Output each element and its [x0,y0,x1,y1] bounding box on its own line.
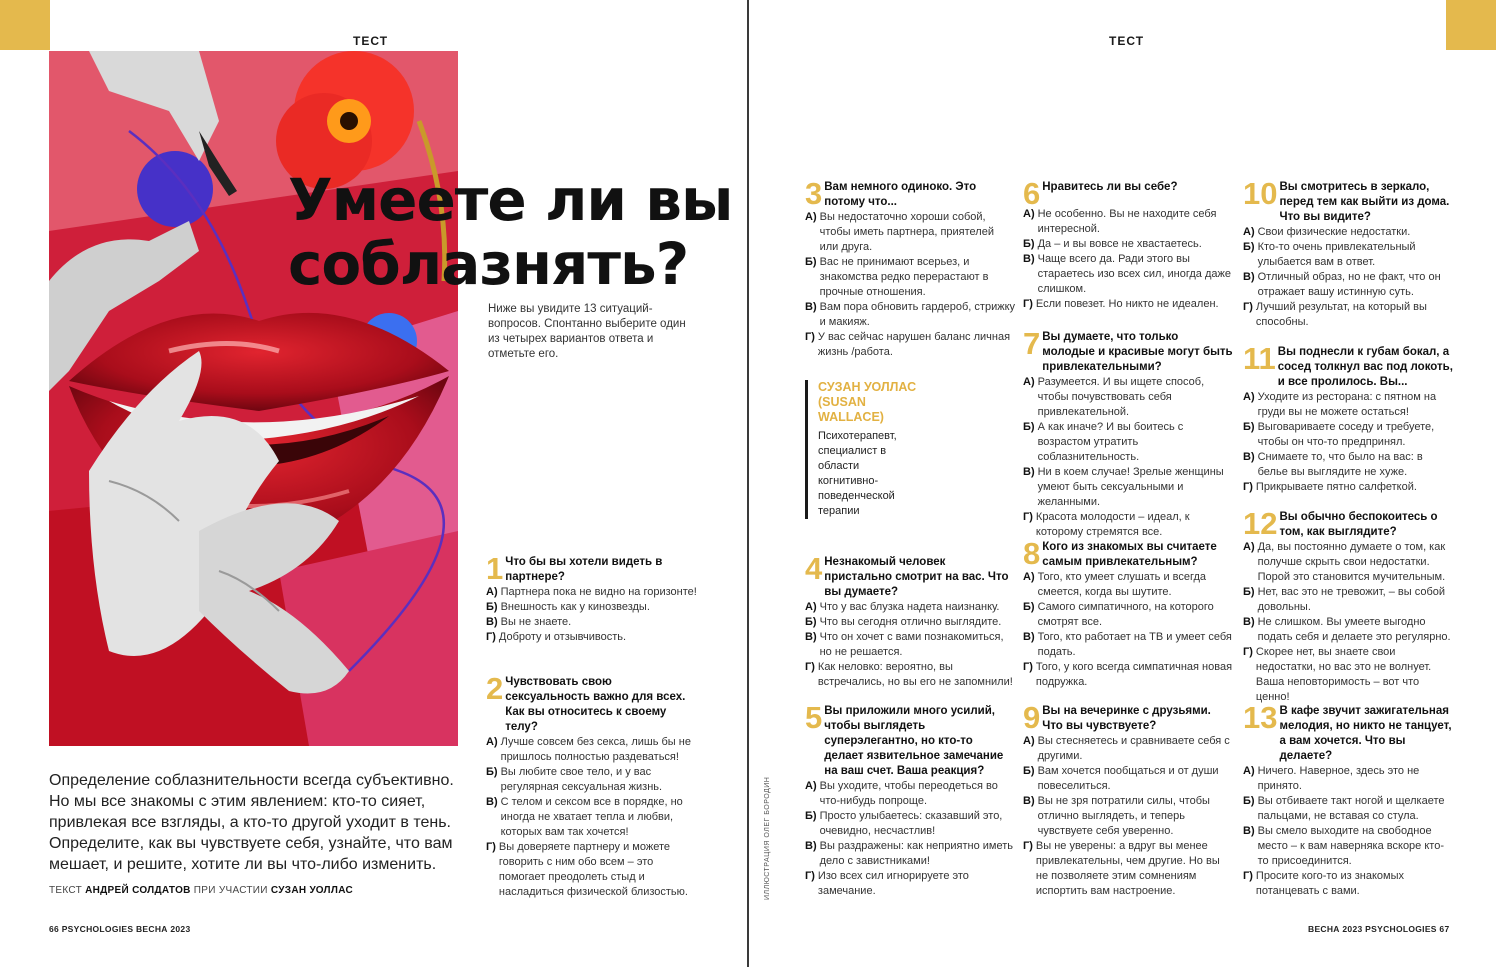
question-number: 10 [1243,176,1278,211]
question-5 [805,700,1015,899]
answer-letter: Г) [1023,661,1033,673]
answer-letter: Б) [805,616,817,628]
question-10 [1243,176,1453,330]
answer-text: Лучше совсем без секса, лишь бы не пришлось полностью раздеваться! [500,736,691,763]
answer-text: Внешность как у кинозвезды. [500,601,650,613]
answer-option [1243,540,1453,585]
answer-letter: Г) [1243,870,1253,882]
answer-letter: Б) [1023,238,1035,250]
question-number: 4 [805,551,823,586]
answer-letter: В) [1243,451,1255,463]
question-header [805,176,1015,211]
answer-letter: А) [805,601,817,613]
question-title: Что бы вы хотели видеть в партнере? [505,556,663,583]
question-3 [805,176,1016,360]
answer-option [486,615,698,630]
answer-option [1243,615,1453,645]
section-label-left: ТЕСТ [353,34,389,48]
answer-letter: А) [1243,541,1255,553]
answer-text: Да – и вы вовсе не хвастаетесь. [1037,238,1202,250]
question-header [805,551,1015,600]
folio-right: ВЕСНА 2023 PSYCHOLOGIES 67 [1308,924,1450,934]
answer-letter: Г) [1023,840,1033,852]
answer-option [1023,465,1233,510]
question-title: Вы обычно беспокоитесь о том, как выглядите? [1279,511,1438,538]
answer-option [1243,869,1453,899]
answer-letter: В) [1023,253,1035,265]
gold-corner-tab-left [0,0,50,50]
answer-text: Скорее нет, вы знаете свои недостатки, но вас это не волнует. Ваша неповторимость – вот что ценно! [1255,646,1432,703]
answer-option [805,779,1015,809]
lips-collage-image [49,51,458,746]
answer-letter: А) [1243,226,1255,238]
answer-option [805,869,1015,899]
answer-option [486,630,698,645]
question-number: 8 [1023,536,1041,571]
answer-option [1023,252,1233,297]
lead-paragraph: Определение соблазнительности всегда субъективно. Но мы все знакомы с этим явлением: кто-то сияет, привлекая все взгляды, а кто-то другой уходит в тень. Определите, как вы чувствуете себя, узнайте, что вам мешает, и решите, хотите ли вы что-либо изменить. [49,772,454,873]
answer-text: Вы доверяете партнеру и можете говорить с ним обо всем – это помогает преодолеть стыд и насладиться физической близостью. [498,841,688,898]
answer-text: Изо всех сил игнорируете это замечание. [817,870,969,897]
answer-option [486,795,698,840]
answer-option [1023,794,1233,839]
answer-text: Не слишком. Вы умеете выгодно подать себя и делаете это регулярно. [1257,616,1451,643]
question-header [1243,506,1453,541]
byline [49,885,353,896]
answer-text: Свои физические недостатки. [1257,226,1411,238]
answer-option [1243,585,1453,615]
answer-letter: А) [805,211,817,223]
answer-text: Вы смело выходите на свободное место – к вам наверняка вскоре кто-то присоединится. [1257,825,1444,867]
expert-box [805,380,920,519]
question-number: 11 [1243,341,1276,376]
question-number: 1 [486,551,504,586]
hero-illustration [49,51,458,746]
answer-letter: Б) [805,810,817,822]
question-title: Вы на вечеринке с друзьями. Что вы чувствуете? [1042,705,1211,732]
answer-text: Вам хочется пообщаться и от души повеселиться. [1037,765,1219,792]
question-11 [1243,341,1453,495]
answer-letter: Г) [805,661,815,673]
answer-option [1023,420,1233,465]
answer-option [805,839,1015,869]
answer-text: Ни в коем случае! Зрелые женщины умеют быть сексуальными и желанными. [1037,466,1224,508]
answer-option [486,735,698,765]
question-number: 6 [1023,176,1041,211]
answer-text: Отличный образ, но не факт, что он отражает вашу истинную суть. [1257,271,1441,298]
answer-text: Того, у кого всегда симпатичная новая подружка. [1035,661,1233,688]
answer-text: Вы не уверены: а вдруг вы менее привлекательны, чем другие. Но вы не позволяете этим сомнениям испортить вам настроение. [1035,840,1220,897]
answer-letter: Б) [486,601,498,613]
answer-option [1243,794,1453,824]
expert-name: СУЗАН УОЛЛАС (SUSAN WALLACE) [818,380,917,424]
answer-letter: В) [805,301,817,313]
answer-text: Не особенно. Вы не находите себя интересной. [1037,208,1217,235]
answer-text: Красота молодости – идеал, к которому стремятся все. [1035,511,1190,538]
answer-option [1023,764,1233,794]
answer-text: Самого симпатичного, на которого смотрят все. [1037,601,1214,628]
answer-letter: Г) [1023,298,1033,310]
question-header [1243,176,1453,225]
answer-letter: Б) [1023,601,1035,613]
answer-text: Прикрываете пятно салфеткой. [1255,481,1417,493]
answer-text: Уходите из ресторана: с пятном на груди вы не можете остаться! [1257,391,1437,418]
answer-option [1243,240,1453,270]
answer-text: Вас не принимают всерьез, и знакомства редко перерастают в прочные отношения. [819,256,989,298]
question-header [1243,700,1453,764]
answer-text: Вам пора обновить гардероб, стрижку и макияж. [819,301,1016,328]
answer-letter: Г) [805,331,815,343]
answer-letter: В) [1243,616,1255,628]
answer-option [1023,510,1233,540]
answer-letter: Б) [1243,421,1255,433]
answer-option [1023,630,1233,660]
question-header [1243,341,1453,390]
byline-with-label: ПРИ УЧАСТИИ [193,885,268,896]
answer-text: Лучший результат, на который вы способны. [1255,301,1427,328]
question-title: Вы смотритесь в зеркало, перед тем как выйти из дома. Что вы видите? [1279,181,1450,223]
question-number: 2 [486,671,504,706]
answer-letter: Г) [486,841,496,853]
answer-option [1023,237,1233,252]
answer-letter: В) [1243,825,1255,837]
answer-letter: А) [1023,571,1035,583]
question-13 [1243,700,1453,899]
answer-option [1023,375,1233,420]
question-2 [486,671,698,900]
answer-text: Снимаете то, что было на вас: в белье вы выглядите не хуже. [1257,451,1423,478]
question-title: Незнакомый человек пристально смотрит на вас. Что вы думаете? [824,556,1009,598]
answer-text: Вы не знаете. [500,616,572,628]
question-number: 5 [805,700,823,735]
answer-option [1023,297,1233,312]
question-1 [486,551,698,645]
answer-option [1023,734,1233,764]
question-header [1023,536,1233,571]
answer-letter: В) [805,840,817,852]
answer-option [1023,207,1233,237]
headline [288,168,732,296]
question-7 [1023,326,1233,540]
answer-option [1023,839,1233,899]
question-title: В кафе звучит зажигательная мелодия, но никто не танцует, а вам хочется. Что вы делаете? [1279,705,1452,762]
answer-letter: Г) [1023,511,1033,523]
answer-text: Вы любите свое тело, и у вас регулярная сексуальная жизнь. [500,766,663,793]
answer-text: Что вы сегодня отлично выглядите. [819,616,1002,628]
answer-text: А как иначе? И вы боитесь с возрастом утратить соблазнительность. [1037,421,1184,463]
answer-letter: А) [486,736,498,748]
answer-option [805,600,1015,615]
intro-text: Ниже вы увидите 13 ситуаций-вопросов. Спонтанно выберите один из четырех вариантов ответа и отметьте его. [488,303,686,360]
answer-text: Что он хочет с вами познакомиться, но не решается. [819,631,1004,658]
answer-option [805,210,1015,255]
answer-option [1243,480,1453,495]
question-header [486,671,698,735]
answer-text: Как неловко: вероятно, вы встречались, но вы его не запомнили! [817,661,1013,688]
answer-letter: А) [805,780,817,792]
byline-coauthor: СУЗАН УОЛЛАС [270,885,353,896]
answer-option [805,300,1015,330]
answer-text: Выговариваете соседу и требуете, чтобы он что-то предпринял. [1257,421,1435,448]
question-number: 12 [1243,506,1278,541]
answer-letter: Б) [805,256,817,268]
expert-description: Психотерапевт, специалист в области когнитивно-поведенческой терапии [818,430,897,517]
headline-line-1: Умеете ли вы [288,166,733,234]
answer-text: Если повезет. Но никто не идеален. [1035,298,1219,310]
answer-letter: В) [486,616,498,628]
answer-option [1243,420,1453,450]
answer-text: Просто улыбаетесь: сказавший это, очевидно, несчастлив! [819,810,1003,837]
question-number: 7 [1023,326,1041,361]
question-number: 13 [1243,700,1278,735]
answer-text: Чаще всего да. Ради этого вы стараетесь изо всех сил, иногда даже слишком. [1037,253,1231,295]
answer-text: Доброту и отзывчивость. [498,631,627,643]
answer-option [805,809,1015,839]
answer-text: Вы недостаточно хороши собой, чтобы иметь партнера, приятелей или друга. [819,211,994,253]
byline-text-label: ТЕКСТ [49,885,82,896]
answer-text: Нет, вас это не тревожит, – вы собой довольны. [1257,586,1446,613]
section-label-right: ТЕСТ [1109,34,1145,48]
question-8 [1023,536,1233,690]
answer-option [1243,300,1453,330]
question-title: Вы поднесли к губам бокал, а сосед толкнул вас под локоть, и все пролилось. Вы... [1277,346,1453,388]
answer-letter: А) [1023,735,1035,747]
question-title: Чувствовать свою сексуальность важно для всех. Как вы относитесь к своему телу? [505,676,686,733]
answer-option [1243,390,1453,420]
gold-corner-tab-right [1446,0,1496,50]
question-number: 3 [805,176,823,211]
answer-letter: А) [1023,376,1035,388]
question-header [1023,176,1233,211]
answer-letter: Б) [1243,795,1255,807]
question-9 [1023,700,1233,899]
byline-author: АНДРЕЙ СОЛДАТОВ [85,885,191,896]
answer-text: Вы уходите, чтобы переодеться во что-нибудь попроще. [819,780,998,807]
answer-text: Что у вас блузка надета наизнанку. [819,601,1000,613]
answer-option [1243,764,1453,794]
answer-text: Того, кто умеет слушать и всегда смеется, когда вы шутите. [1037,571,1207,598]
answer-text: Просите кого-то из знакомых потанцевать с вами. [1255,870,1404,897]
question-header [486,551,698,586]
answer-letter: Г) [486,631,496,643]
answer-text: Вы не зря потратили силы, чтобы отлично выглядеть, и теперь чувствуете себя уверенно. [1037,795,1210,837]
answer-letter: В) [1023,466,1035,478]
question-title: Нравитесь ли вы себе? [1042,181,1178,193]
answer-option [1023,660,1233,690]
answer-letter: А) [1243,391,1255,403]
answer-option [1023,570,1233,600]
answer-letter: Г) [805,870,815,882]
answer-text: Ничего. Наверное, здесь это не принято. [1257,765,1420,792]
answer-option [805,255,1015,300]
answer-letter: Б) [1023,765,1035,777]
answer-option [486,600,698,615]
illustration-credit: ИЛЛЮСТРАЦИЯ ОЛЕГ БОРОДИН [764,776,771,900]
answer-letter: Б) [1023,421,1035,433]
answer-text: Партнера пока не видно на горизонте! [500,586,697,598]
answer-option [805,330,1015,360]
question-number: 9 [1023,700,1041,735]
answer-letter: А) [486,586,498,598]
answer-option [1243,824,1453,869]
answer-option [486,765,698,795]
answer-letter: Г) [1243,646,1253,658]
answer-letter: Г) [1243,301,1253,313]
page-fold [747,0,749,967]
question-title: Вам немного одиноко. Это потому что... [824,181,977,208]
headline-line-2: соблазнять? [288,230,689,298]
answer-option [486,585,698,600]
answer-option [1243,645,1453,705]
answer-letter: В) [1023,795,1035,807]
answer-letter: А) [1243,765,1255,777]
answer-option [1243,225,1453,240]
question-6 [1023,176,1233,312]
answer-text: Разумеется. И вы ищете способ, чтобы почувствовать себя привлекательной. [1037,376,1205,418]
question-12 [1243,506,1453,705]
folio-left: 66 PSYCHOLOGIES ВЕСНА 2023 [49,924,191,934]
answer-letter: Б) [1243,241,1255,253]
question-title: Вы думаете, что только молодые и красивые могут быть привлекательными? [1042,331,1233,373]
answer-text: Того, кто работает на ТВ и умеет себя подать. [1037,631,1232,658]
question-title: Кого из знакомых вы считаете самым привлекательным? [1042,541,1217,568]
answer-letter: Б) [1243,586,1255,598]
question-header [1023,700,1233,735]
answer-letter: Г) [1243,481,1253,493]
answer-letter: В) [1023,631,1035,643]
question-4 [805,551,1015,690]
answer-text: Да, вы постоянно думаете о том, как получше скрыть свои недостатки. Порой это становится мучительным. [1257,541,1446,583]
question-header [1023,326,1233,375]
answer-letter: Б) [486,766,498,778]
answer-option [1023,600,1233,630]
answer-option [1243,450,1453,480]
question-header [805,700,1015,779]
answer-letter: А) [1023,208,1035,220]
answer-option [805,660,1015,690]
answer-letter: В) [805,631,817,643]
answer-letter: В) [1243,271,1255,283]
answer-text: Вы стесняетесь и сравниваете себя с другими. [1037,735,1230,762]
answer-letter: В) [486,796,498,808]
answer-option [1243,270,1453,300]
answer-text: Вы раздражены: как неприятно иметь дело с завистниками! [819,840,1013,867]
answer-text: У вас сейчас нарушен баланс личная жизнь /работа. [817,331,1011,358]
question-title: Вы приложили много усилий, чтобы выглядеть суперэлегантно, но кто-то делает язвительное замечание на ваш счет. Ваша реакция? [824,705,1004,777]
answer-text: Вы отбиваете такт ногой и щелкаете пальцами, не вставая со стула. [1257,795,1445,822]
answer-option [805,630,1015,660]
answer-option [486,840,698,900]
answer-text: Кто-то очень привлекательный улыбается вам в ответ. [1257,241,1416,268]
answer-text: С телом и сексом все в порядке, но иногда не хватает тепла и любви, которых вам так хочется! [500,796,683,838]
answer-option [805,615,1015,630]
